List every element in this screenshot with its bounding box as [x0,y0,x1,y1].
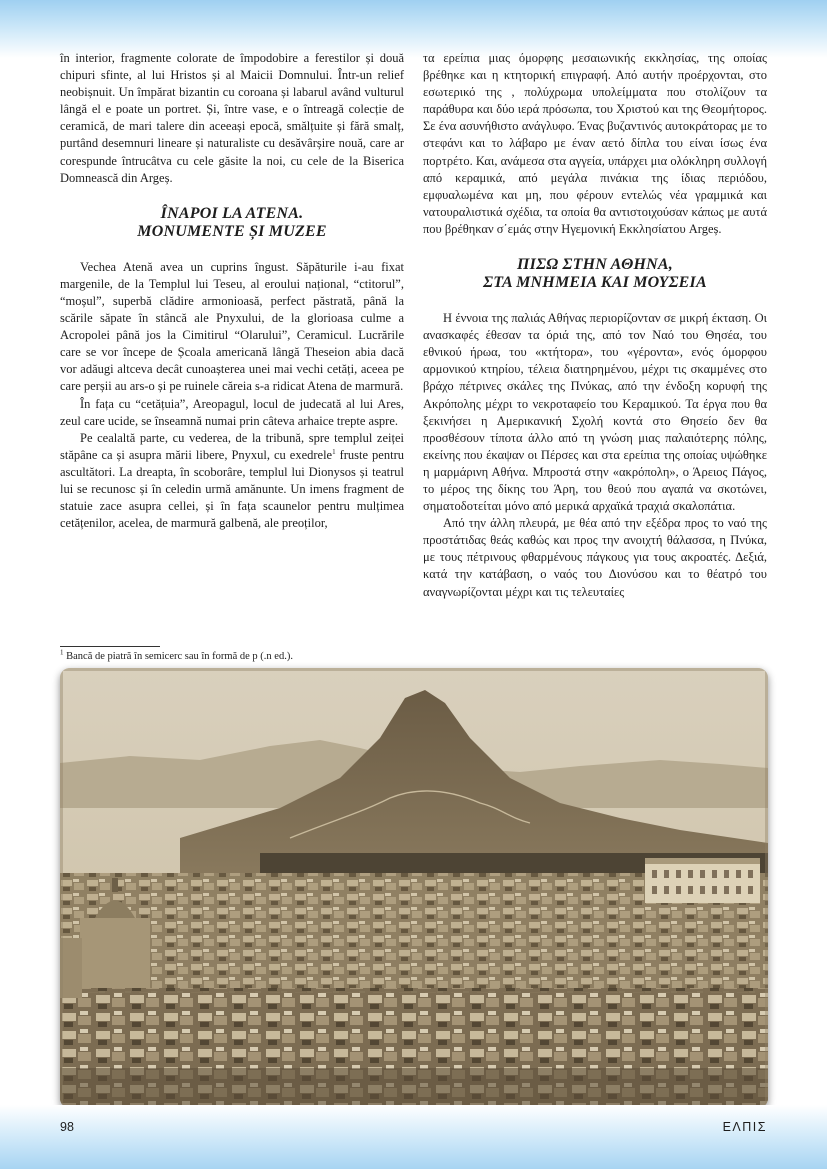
right-section-heading-line2: ΣΤΑ ΜΝΗΜΕΙΑ ΚΑΙ ΜΟΥΣΕΙΑ [483,274,707,292]
left-paragraph-3 [60,430,404,533]
left-intro-paragraph: în interior, fragmente colorate de împodobire a ferestilor și două chipuri sfinte, al lui Hristos și al Maicii Domnului. Într-un relief neobișnuit. Un împărat bizantin cu coroana și labarul având vulturul lângă el e poate un portret. Și, între vase, e o întreagă colecție de ceramică, de mari talere din aceeași epocă, smălțuite și fără smalț, purtând desemnuri lineare și naturaliste cu desăvârșire nouă, care ar corespunde întrucâtva cu cele găsite la noi, cu cele de la Biserica Domnească din Argeș. [60,51,404,185]
right-paragraph-1: Η έννοια της παλιάς Αθήνας περιορίζονταν σε μικρή έκταση. Οι ανασκαφές έθεσαν τα όριά της, από τον Ναό του Θησέα, του εθνικού ήρωα, του «κτήτορα», του «γέροντα», ενός όμορφου αρμονικού κτηρίου, τέλεια διατηρημένου, μέχρι τις σκαμμένες στο βράχο πέτρινες σκάλες της Πνύκας, από την ένδοξη κορυφή της Ακρόπολης μέχρι το νεκροταφείο του Κεραμικού. Τα έργα που θα ξεκινήσει η Αμερικανική Σχολή κοντά στο Θησείο δεν θα προσθέσουν τίποτα άλλο από τη γνώση μιας παλαιότερης πόλης, εκείνης που έκαψαν οι Πέρσες και στα ερείπια της οποίας υψώθηκε η μαρμάρινη Αθήνα. Μπροστά στην «ακρόπολη», ο Άρειος Πάγος, το μέρος της δίκης του Άρη, του θεού που αγαπά να σκοτώνει, σηματοδοτείται μόνο από μερικά αρχαϊκά τραχιά σκαλοπάτια. [423,311,767,514]
footnote-divider [60,646,160,647]
right-intro-paragraph: τα ερείπια μιας όμορφης μεσαιωνικής εκκλησίας, της οποίας βρέθηκε και η κτητορική επιγραφή. Από αυτήν προέρχονται, στο εσωτερικό της , πολύχρωμα υπολείμματα που στολίζουν τα παράθυρα και δύο ιερά πρόσωπα, του Χριστού και της Θεομήτορος. Σε ένα ασυνήθιστο ανάγλυφο. Ένας βυζαντινός αυτοκράτορας με το στεφάνι και το λάβαρο με έναν αετό δίπλα του είναι ίσως ένα πορτρέτο. Και, ανάμεσα στα αγγεία, υπάρχει μια ολόκληρη συλλογή από κεραμικά, από μεγάλα πινάκια της ίδιας περιόδου, εμφυαλωμένα και μη, που φέρουν εντελώς νέα γραμμικά και νατουραλιστικά σχέδια, τα οποία θα αντιστοιχούσαν κάπως με αυτά που βρέθηκαν σ΄εμάς στην Ηγεμονική Εκκλησίατου Argeș. [423,51,767,236]
left-paragraph-1: Vechea Atenă avea un cuprins îngust. Săpăturile i-au fixat margenile, de la Templul lui Teseu, al eroului național, “ctitorul”, “moșul”, superbă clădire armonioasă, perfect păstrată, până la scările săpate în stâncă ale Pnyxului, de la glorioasa culme a Acropolei până jos la Cimitirul “Olarului”, Ceramicul. Lucrările care se vor începe de Școala americană lângă Theseion abia dacă vor adăugi altceva decât cunoașterea unei mai vechi cetăți, aceea pe care perșii au ars-o și pe ruinele căreia s-a ridicat Atena de marmură. [60,259,404,394]
footnote-marker: 1 [60,648,64,657]
left-section-heading-line2: MONUMENTE ȘI MUZEE [137,222,327,240]
left-paragraph-2: În fața cu “cetățuia”, Areopagul, locul de judecată al lui Ares, zeul care ucide, se înseamnă numai prin câteva arhaice trepte aspre. [60,396,404,428]
left-section-heading-line1: ÎNAPOI LA ATENA. [160,204,304,222]
right-column-greek [423,50,767,601]
left-paragraph-3-end: fruste pentru ascultători. La dreapta, în scoborâre, templul lui Dionysos și teatrul lui se recunosc și în celedin urmă amănunte. Un imens fragment de statuie zace asupra cellei, și în fața scaunelor pentru mulțimea cetățenilor, acelea, de marmură galbenă, ale preoților, [60,447,404,531]
bottom-decorative-band [0,1105,827,1169]
journal-title: ΕΛΠΙΣ [722,1120,767,1134]
footnote-reference: 1 [332,447,336,456]
footnote [60,650,404,663]
footnote-text: Bancă de piatră în semicerc sau în formă de p (.n ed.). [63,651,293,662]
right-section-heading-line1: ΠΙΣΩ ΣΤΗΝ ΑΘΗΝΑ, [517,256,673,274]
photo-illustration [60,668,768,1108]
page-number: 98 [60,1120,74,1134]
historic-photo-athens [60,668,768,1108]
left-column-romanian [60,50,404,532]
left-paragraph-3-start: Pe cealaltă parte, cu vederea, de la tribună, spre templul zeiței stăpâne ca și asupra mării libere, Pnyxul, cu exedrele [60,430,404,462]
right-paragraph-2: Από την άλλη πλευρά, με θέα από την εξέδρα προς το ναό της προστάτιδας θεάς καθώς και προς την ανοιχτή θάλασσα, η Πνύκα, με τους πέτρινους φθαρμένους πάγκους για τους ακροατές. Δεξιά, κατά την κατάβαση, ο ναός του Διονύσου και το θέατρό του αναγνωρίζονται μέχρι και τις τελευταίες [423,516,767,599]
